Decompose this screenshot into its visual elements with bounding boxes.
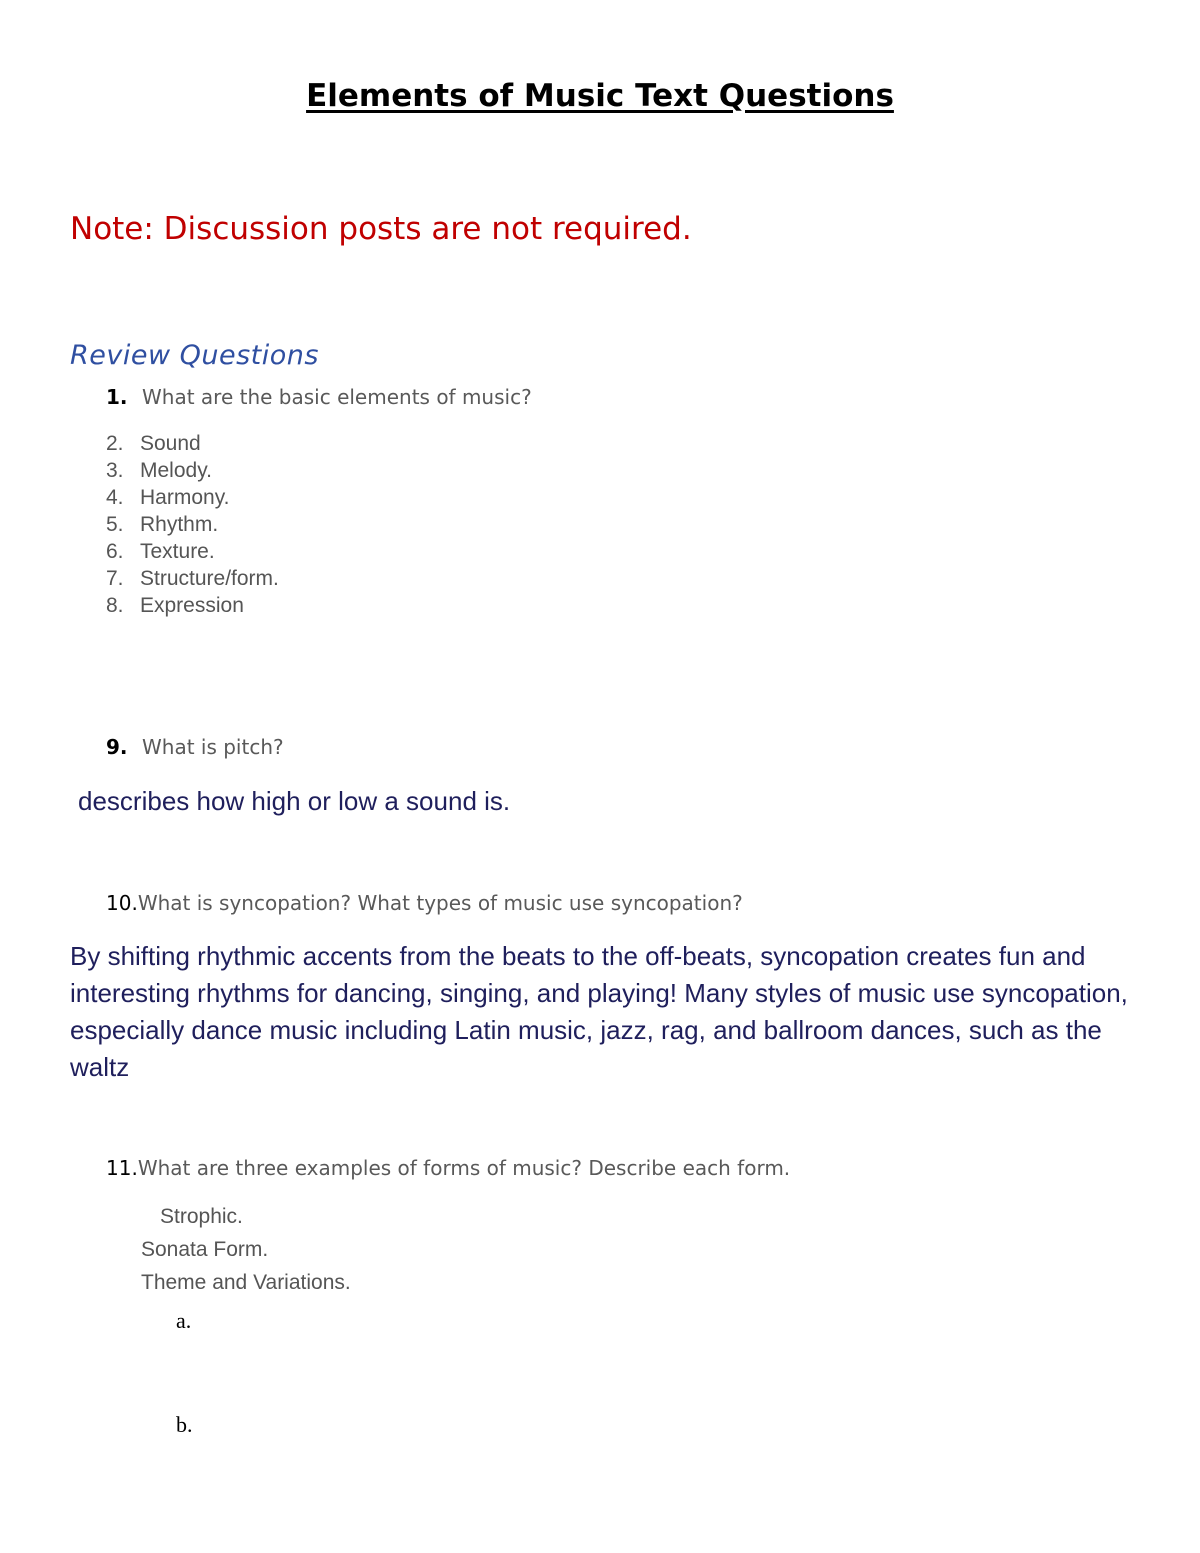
list-item bbox=[106, 459, 212, 483]
question-number: 1. bbox=[106, 385, 128, 409]
list-text: Sound bbox=[140, 432, 201, 455]
answer-10: By shifting rhythmic accents from the beats to the off-beats, syncopation creates fun and interesting rhythms for dancing, singing, and playing! Many styles of music use syncopation, especially dance music including Latin music, jazz, rag, and ballroom dances, such as the waltz bbox=[70, 941, 1128, 1082]
question-number: 9. bbox=[106, 735, 128, 759]
page-title: Elements of Music Text Questions bbox=[306, 78, 894, 114]
list-text: Expression bbox=[140, 594, 244, 617]
list-number: 4. bbox=[106, 486, 124, 509]
question-10 bbox=[106, 891, 743, 915]
list-item bbox=[106, 513, 218, 537]
list-text: Rhythm. bbox=[140, 513, 219, 536]
note-text: Note: Discussion posts are not required. bbox=[70, 211, 692, 247]
form-item: Strophic. bbox=[160, 1205, 243, 1228]
list-item bbox=[106, 486, 229, 510]
list-item bbox=[106, 432, 201, 456]
list-text: Harmony. bbox=[140, 486, 230, 509]
question-11 bbox=[106, 1156, 790, 1180]
list-item bbox=[106, 540, 215, 564]
answer-9: describes how high or low a sound is. bbox=[78, 786, 511, 816]
question-text: What is syncopation? What types of music use syncopation? bbox=[137, 891, 743, 915]
question-9 bbox=[106, 735, 284, 759]
question-number: 11. bbox=[106, 1156, 138, 1180]
list-number: 6. bbox=[106, 540, 124, 563]
list-text: Structure/form. bbox=[140, 567, 279, 590]
list-item bbox=[106, 567, 279, 591]
list-number: 5. bbox=[106, 513, 124, 536]
list-number: 3. bbox=[106, 459, 124, 482]
question-text: What are three examples of forms of music? Describe each form. bbox=[137, 1156, 791, 1180]
list-number: 2. bbox=[106, 432, 124, 455]
form-item: Theme and Variations. bbox=[141, 1271, 351, 1294]
list-item bbox=[106, 594, 244, 618]
question-number: 10. bbox=[106, 891, 138, 915]
question-1 bbox=[106, 385, 532, 409]
section-heading: Review Questions bbox=[70, 340, 319, 371]
list-text: Texture. bbox=[140, 540, 215, 563]
form-item: Sonata Form. bbox=[141, 1238, 269, 1261]
list-text: Melody. bbox=[140, 459, 212, 482]
list-number: 8. bbox=[106, 594, 124, 617]
sub-item-a: a. bbox=[176, 1308, 192, 1333]
question-text: What are the basic elements of music? bbox=[142, 385, 532, 409]
sub-item-b: b. bbox=[176, 1412, 193, 1437]
list-number: 7. bbox=[106, 567, 124, 590]
question-text: What is pitch? bbox=[142, 735, 284, 759]
